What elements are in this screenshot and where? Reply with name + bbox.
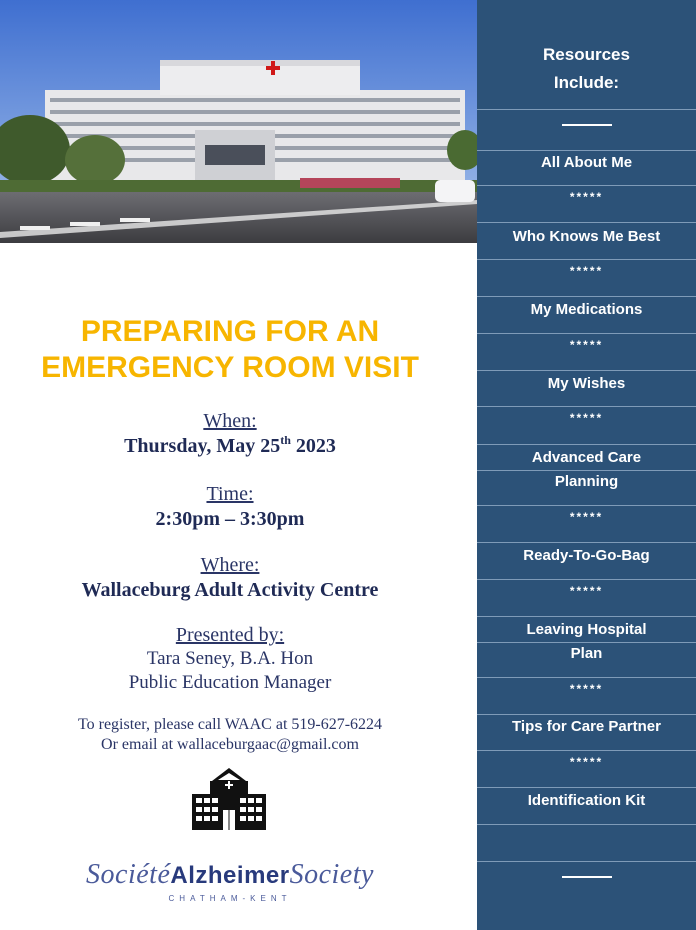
resource-separator: *****	[569, 411, 604, 425]
event-title-line2: EMERGENCY ROOM VISIT	[41, 351, 419, 384]
resource-item-identification-kit: Identification Kit	[527, 792, 646, 809]
resource-separator: *****	[569, 682, 604, 696]
sidebar-rule	[477, 616, 696, 617]
presenter-section	[0, 623, 460, 695]
time-value: 2:30pm – 3:30pm	[155, 508, 305, 530]
sidebar-rule	[477, 222, 696, 223]
where-value: Wallaceburg Adult Activity Centre	[81, 579, 379, 601]
resource-separator: *****	[569, 338, 604, 352]
resource-item-leaving-hospital-plan-l2: Plan	[570, 645, 603, 662]
resource-separator: *****	[569, 190, 604, 204]
resource-item-ready-to-go-bag: Ready-To-Go-Bag	[523, 547, 650, 564]
register-phone: To register, please call WAAC at 519-627-6224	[77, 716, 383, 733]
presenter-role: Public Education Manager	[128, 672, 332, 693]
resource-item-advanced-care-planning-l2: Planning	[554, 473, 619, 490]
resource-item-my-wishes: My Wishes	[547, 375, 626, 392]
sidebar-rule	[477, 444, 696, 445]
sidebar-dash-bottom	[562, 876, 612, 878]
logo-part2: Alzheimer	[170, 862, 290, 889]
resources-sidebar	[477, 0, 696, 930]
time-section	[0, 482, 460, 532]
resource-item-tips-for-care-partner: Tips for Care Partner	[512, 718, 661, 735]
sidebar-rule	[477, 370, 696, 371]
when-section	[0, 409, 460, 459]
resource-separator: *****	[569, 264, 604, 278]
resource-separator: *****	[569, 510, 604, 524]
event-title-line1: PREPARING FOR AN	[80, 315, 380, 348]
alzheimer-society-logo	[0, 859, 460, 903]
resource-item-leaving-hospital-plan-l1: Leaving Hospital	[526, 621, 647, 638]
sidebar-rule	[477, 333, 696, 334]
sidebar-heading-line1: Resources	[543, 45, 630, 64]
sidebar-rule	[477, 109, 696, 110]
sidebar-dash-top	[562, 124, 612, 126]
hospital-photo	[0, 0, 477, 243]
hospital-building-icon	[190, 766, 268, 837]
presenter-name: Tara Seney, B.A. Hon	[146, 648, 314, 669]
register-email: Or email at wallaceburgaac@gmail.com	[101, 736, 359, 753]
when-label: When:	[203, 410, 257, 432]
sidebar-rule	[477, 185, 696, 186]
sidebar-rule	[477, 542, 696, 543]
event-details	[0, 243, 477, 930]
sidebar-rule	[477, 579, 696, 580]
sidebar-rule	[477, 677, 696, 678]
resource-item-who-knows-me-best: Who Knows Me Best	[512, 228, 661, 245]
sidebar-rule	[477, 787, 696, 788]
sidebar-rule	[477, 861, 696, 862]
sidebar-rule	[477, 824, 696, 825]
resource-item-my-medications: My Medications	[530, 301, 643, 318]
logo-part3: Society	[289, 859, 374, 890]
resource-item-advanced-care-planning-l1: Advanced Care	[531, 449, 642, 466]
hospital-building-photo	[0, 0, 477, 243]
register-section	[0, 715, 460, 755]
sidebar-rule	[477, 259, 696, 260]
sidebar-heading-line2: Include:	[553, 73, 620, 92]
time-label: Time:	[206, 483, 254, 505]
resource-separator: *****	[569, 755, 604, 769]
where-section	[0, 553, 460, 603]
logo-part1: Société	[86, 859, 171, 890]
logo-subtitle: CHATHAM-KENT	[168, 894, 292, 903]
where-label: Where:	[200, 554, 260, 576]
resource-separator: *****	[569, 584, 604, 598]
presenter-label: Presented by:	[175, 624, 285, 646]
sidebar-rule	[477, 750, 696, 751]
sidebar-rule	[477, 406, 696, 407]
resource-item-all-about-me: All About Me	[540, 154, 633, 171]
when-value: Thursday, May 25th 2023	[124, 433, 336, 457]
sidebar-rule	[477, 505, 696, 506]
sidebar-rule	[477, 296, 696, 297]
